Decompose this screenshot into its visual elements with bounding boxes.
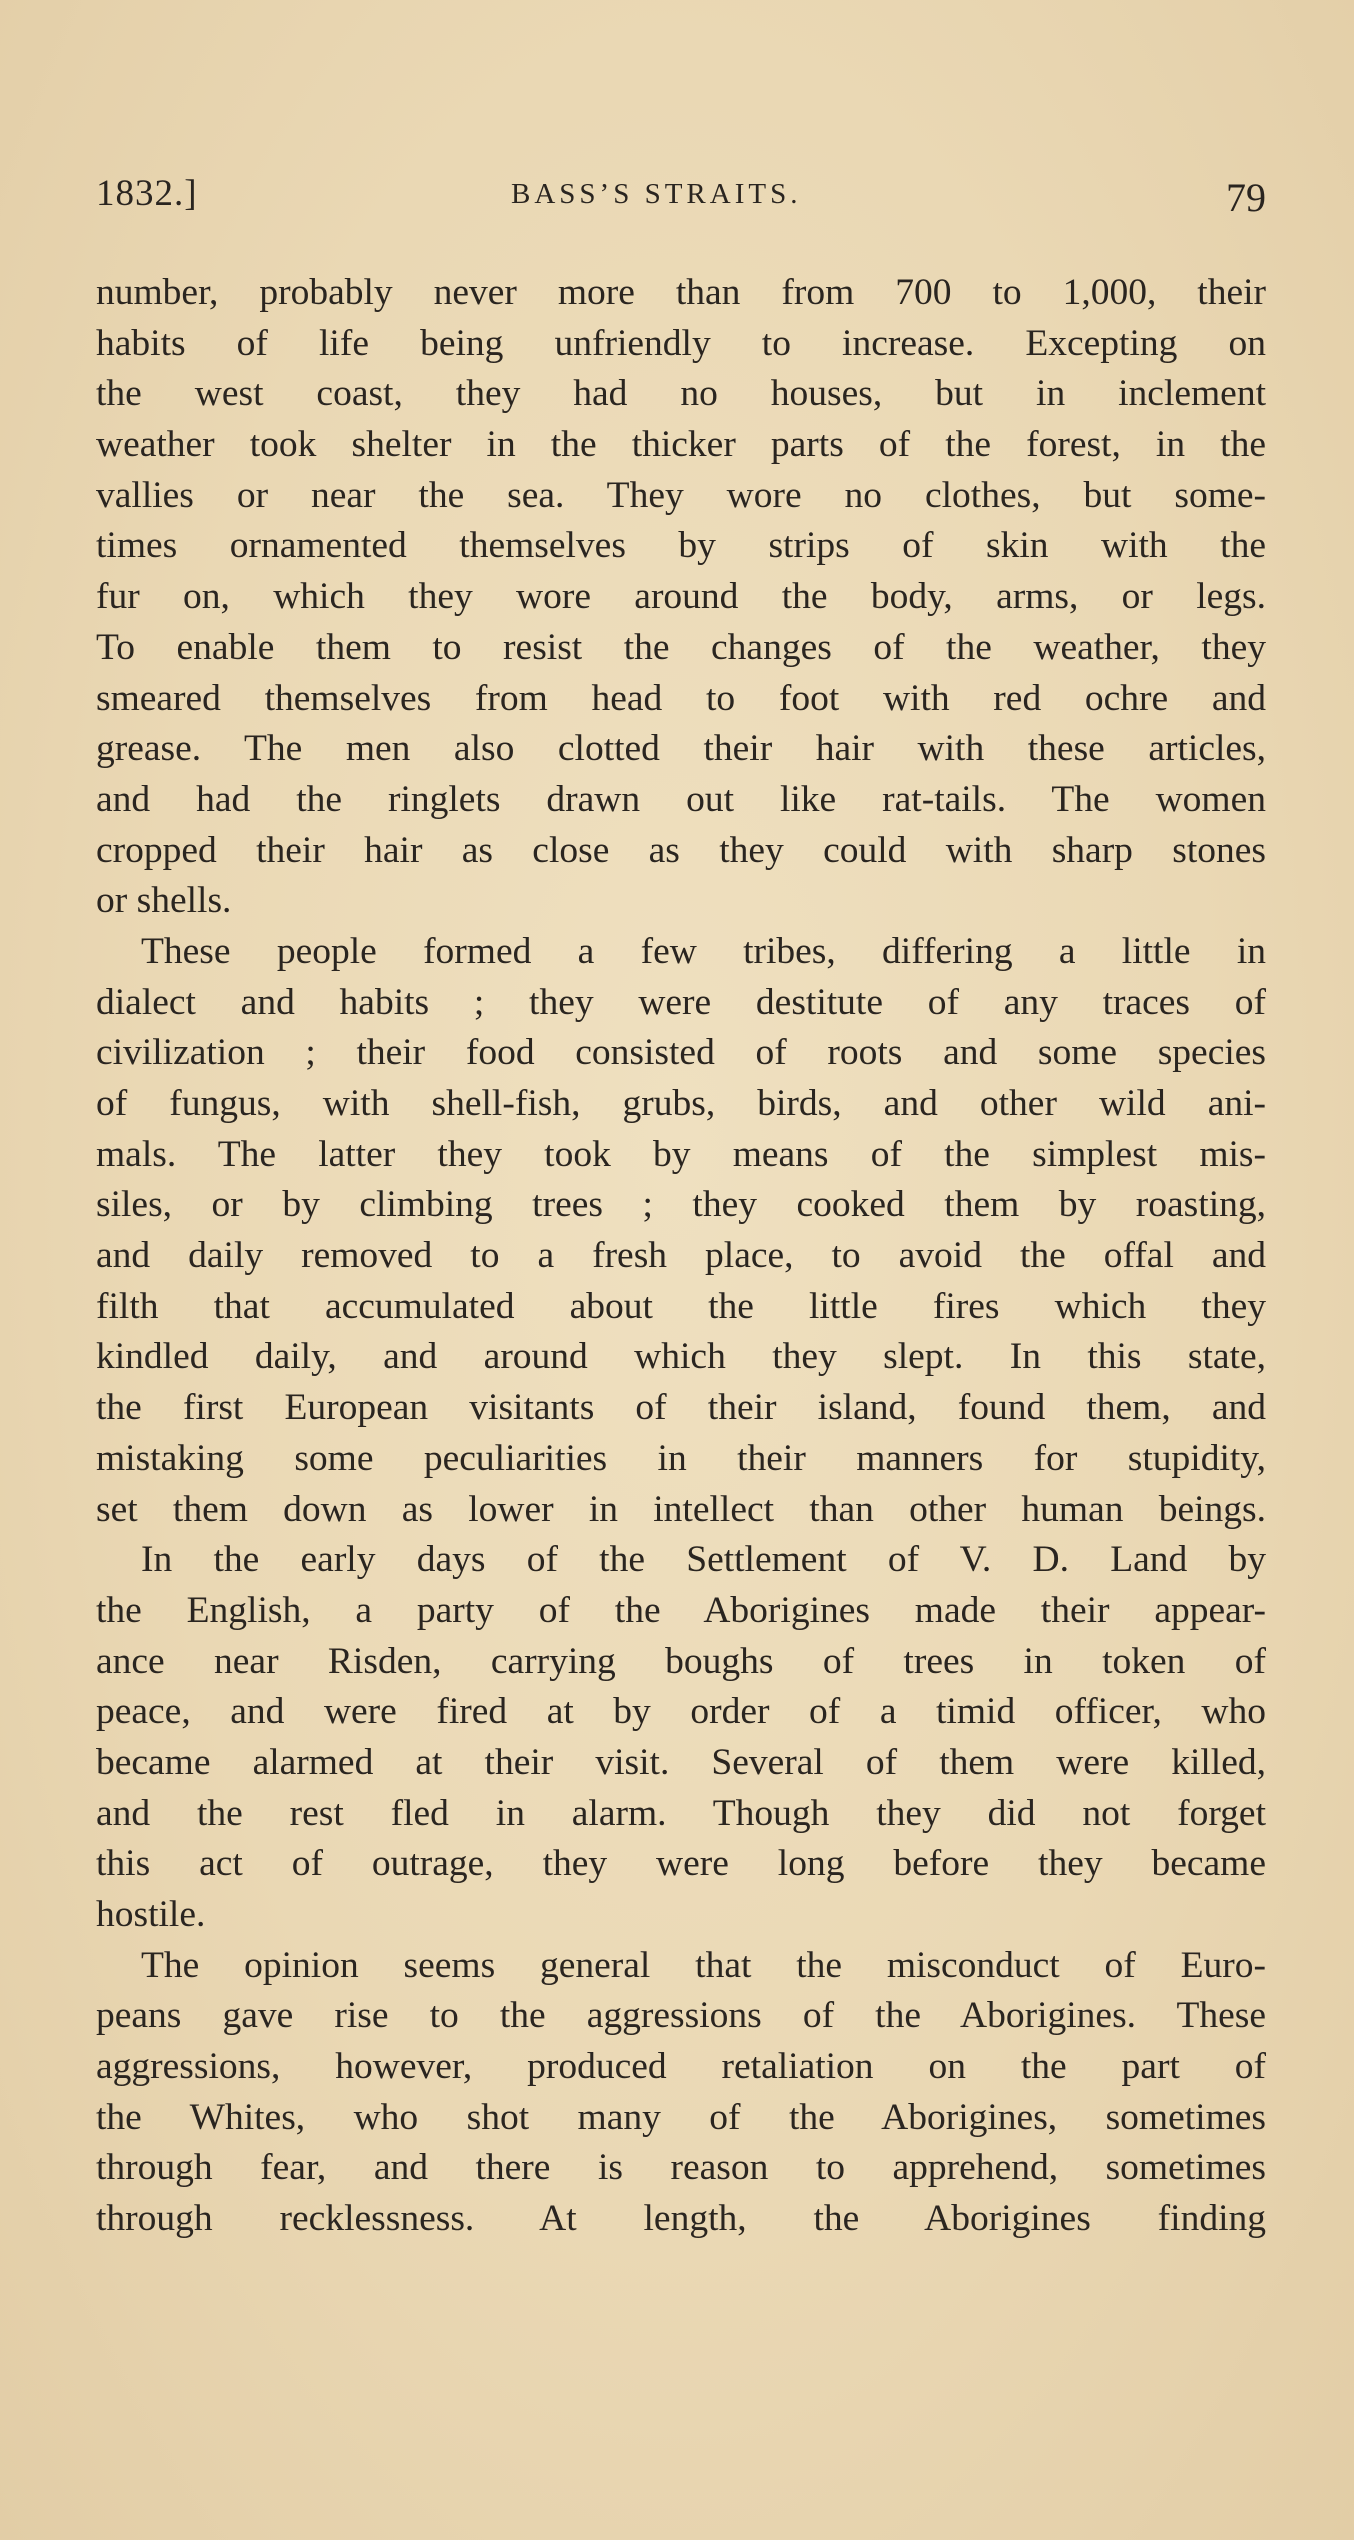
text-line: mistaking some peculiarities in their manners for stupidity, <box>96 1437 1266 1479</box>
text-line: set them down as lower in intellect than other human beings. <box>96 1488 1266 1530</box>
text-line: grease. The men also clotted their hair with these articles, <box>96 728 1266 770</box>
text-line: habits of life being unfriendly to increase. Excepting on <box>96 322 1266 364</box>
body-text <box>96 268 1266 2245</box>
text-line: ance near Risden, carrying boughs of trees in token of <box>96 1640 1266 1682</box>
text-line: this act of outrage, they were long before they became <box>96 1843 1266 1885</box>
text-line: vallies or near the sea. They wore no clothes, but some- <box>96 474 1266 516</box>
text-line: of fungus, with shell-fish, grubs, birds, and other wild ani- <box>96 1083 1266 1124</box>
text-line: the Whites, who shot many of the Aborigines, sometimes <box>96 2096 1266 2138</box>
text-line: peace, and were fired at by order of a timid officer, who <box>96 1691 1266 1733</box>
text-line: peans gave rise to the aggressions of the Aborigines. These <box>96 1995 1266 2037</box>
text-line: hostile. <box>96 1894 206 1935</box>
text-line: In the early days of the Settlement of V. D. Land by <box>141 1539 1266 1581</box>
text-line: fur on, which they wore around the body, arms, or legs. <box>96 576 1266 618</box>
text-line: the English, a party of the Aborigines made their appear- <box>96 1589 1266 1631</box>
text-line: number, probably never more than from 700 to 1,000, their <box>96 272 1266 313</box>
text-line: To enable them to resist the changes of the weather, they <box>96 626 1266 668</box>
text-line: the west coast, they had no houses, but in inclement <box>96 373 1266 415</box>
text-line: dialect and habits ; they were destitute of any traces of <box>96 981 1266 1023</box>
text-line: The opinion seems general that the misconduct of Euro- <box>141 1944 1266 1986</box>
text-line: the first European visitants of their island, found them, and <box>96 1387 1266 1429</box>
text-line: weather took shelter in the thicker parts of the forest, in the <box>96 424 1266 466</box>
text-line: became alarmed at their visit. Several of them were killed, <box>96 1741 1266 1783</box>
text-line: cropped their hair as close as they could with sharp stones <box>96 829 1266 871</box>
text-line: smeared themselves from head to foot with red ochre and <box>96 677 1266 719</box>
text-line: and the rest fled in alarm. Though they did not forget <box>96 1792 1266 1834</box>
text-line: or shells. <box>96 880 232 922</box>
text-line: filth that accumulated about the little fires which they <box>96 1285 1266 1327</box>
text-line: These people formed a few tribes, differing a little in <box>141 930 1266 972</box>
text-line: kindled daily, and around which they slept. In this state, <box>96 1336 1266 1378</box>
text-line: aggressions, however, produced retaliation on the part of <box>96 2046 1266 2088</box>
text-line: civilization ; their food consisted of roots and some species <box>96 1032 1266 1074</box>
text-line: and daily removed to a fresh place, to avoid the offal and <box>96 1235 1266 1277</box>
text-line: and had the ringlets drawn out like rat-tails. The women <box>96 778 1266 820</box>
text-line: through recklessness. At length, the Aborigines finding <box>96 2198 1266 2240</box>
header-year: 1832.] <box>96 173 198 214</box>
running-header <box>96 172 1266 232</box>
page-number: 79 <box>1226 175 1266 220</box>
text-line: times ornamented themselves by strips of skin with the <box>96 525 1266 567</box>
header-title: BASS’S STRAITS. <box>511 178 802 210</box>
text-line: siles, or by climbing trees ; they cooked them by roasting, <box>96 1184 1266 1226</box>
text-line: through fear, and there is reason to apprehend, sometimes <box>96 2147 1266 2189</box>
text-line: mals. The latter they took by means of the simplest mis- <box>96 1133 1266 1175</box>
